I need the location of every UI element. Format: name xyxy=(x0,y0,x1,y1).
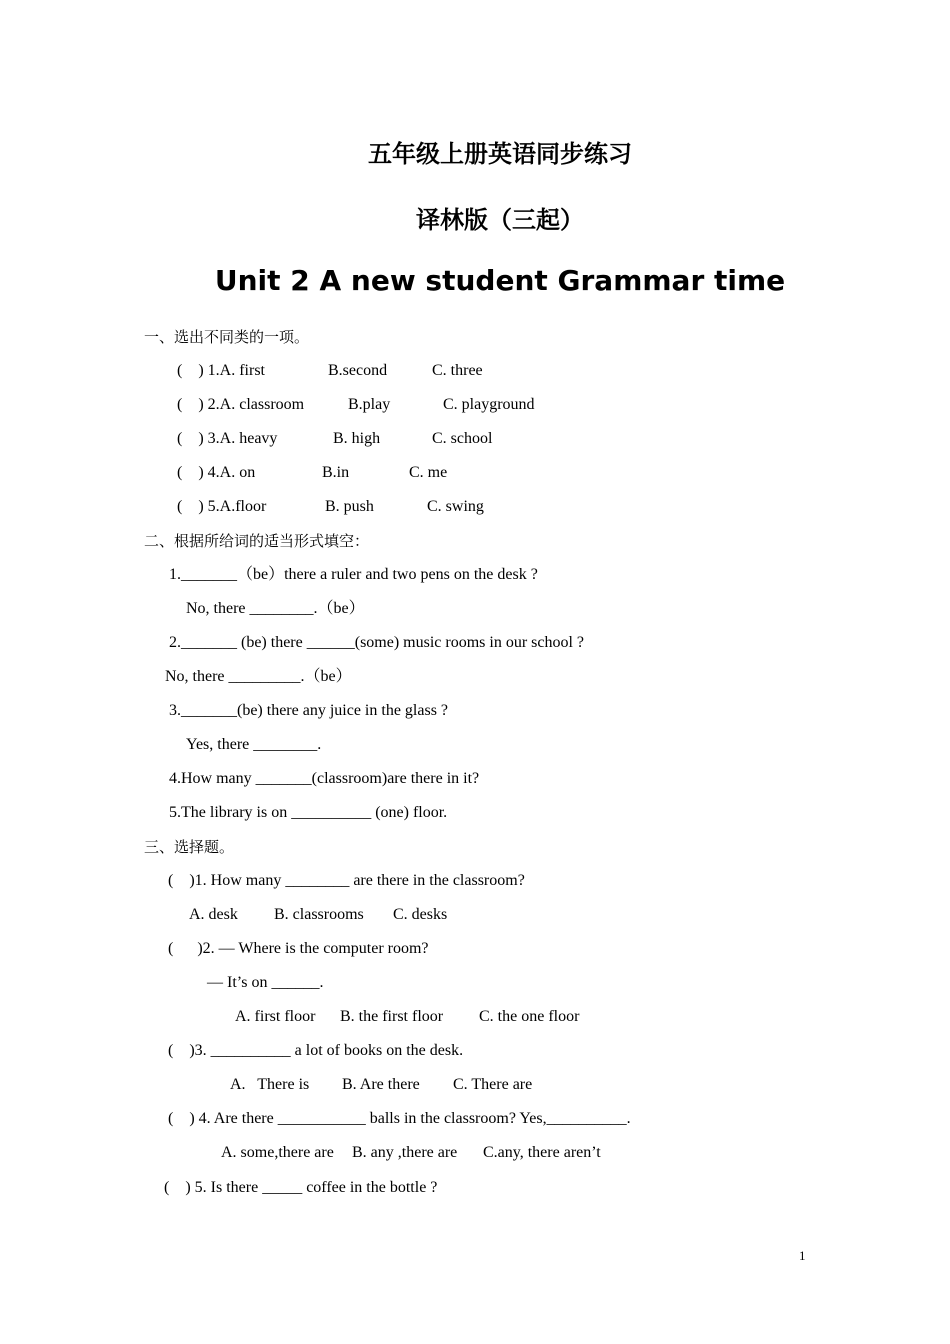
choice-question: ( )3. __________ a lot of books on the desk. xyxy=(168,1042,464,1059)
fill-answer: No, there ________.（be） xyxy=(186,600,365,617)
choice-option: A. some,there are xyxy=(221,1144,334,1161)
option-b: B.second xyxy=(328,362,388,379)
option-b: B. push xyxy=(325,498,374,515)
option-b: B.play xyxy=(348,396,391,413)
choice-option: A. first floor xyxy=(235,1008,316,1025)
fill-answer: Yes, there ________. xyxy=(186,736,322,753)
choice-option: A. desk xyxy=(189,906,238,923)
option-c: C. swing xyxy=(427,498,484,515)
section3-heading: 三、选择题。 xyxy=(144,838,235,856)
fill-question: 1._______（be）there a ruler and two pens on the desk ? xyxy=(169,566,538,583)
choice-question: ( )1. How many ________ are there in the classroom? xyxy=(168,872,525,889)
page-number: 1 xyxy=(799,1248,806,1263)
section2-heading: 二、根据所给词的适当形式填空： xyxy=(144,532,370,550)
unit-title: Unit 2 A new student Grammar time xyxy=(214,264,786,297)
choice-question: ( ) 4. Are there ___________ balls in the classroom? Yes,__________. xyxy=(168,1110,631,1127)
fill-answer: No, there _________.（be） xyxy=(165,668,352,685)
fill-question: 5.The library is on __________ (one) floor. xyxy=(169,804,448,821)
choice-option: C. There are xyxy=(453,1076,533,1093)
worksheet-title: 五年级上册英语同步练习 xyxy=(368,140,632,168)
item-question: ( ) 4.A. on xyxy=(177,464,256,481)
choice-option: B. the first floor xyxy=(340,1008,444,1025)
choice-option: B. any ,there are xyxy=(352,1144,458,1161)
choice-option: C.any, there aren’t xyxy=(483,1144,601,1161)
choice-option: B. classrooms xyxy=(274,906,364,923)
edition-label: 译林版（三起） xyxy=(416,206,584,234)
item-question: ( ) 1.A. first xyxy=(177,362,265,379)
choice-option: B. Are there xyxy=(342,1076,420,1093)
option-c: C. school xyxy=(432,430,493,447)
option-c: C. three xyxy=(432,362,483,379)
fill-question: 2._______ (be) there ______(some) music rooms in our school ? xyxy=(169,634,585,651)
dialogue-reply: — It’s on ______. xyxy=(207,974,324,991)
fill-question: 3._______(be) there any juice in the glass ? xyxy=(169,702,449,719)
choice-question: ( ) 5. Is there _____ coffee in the bottle ? xyxy=(164,1179,438,1196)
option-c: C. playground xyxy=(443,396,535,413)
option-b: B. high xyxy=(333,430,381,447)
fill-question: 4.How many _______(classroom)are there in it? xyxy=(169,770,480,787)
choice-question: ( )2. — Where is the computer room? xyxy=(168,940,429,957)
choice-option: C. the one floor xyxy=(479,1008,580,1025)
choice-option: A. There is xyxy=(230,1076,310,1093)
option-b: B.in xyxy=(322,464,350,481)
choice-option: C. desks xyxy=(393,906,448,923)
item-question: ( ) 3.A. heavy xyxy=(177,430,278,447)
item-question: ( ) 5.A.floor xyxy=(177,498,267,515)
item-question: ( ) 2.A. classroom xyxy=(177,396,305,413)
option-c: C. me xyxy=(409,464,448,481)
section1-heading: 一、选出不同类的一项。 xyxy=(144,328,310,346)
